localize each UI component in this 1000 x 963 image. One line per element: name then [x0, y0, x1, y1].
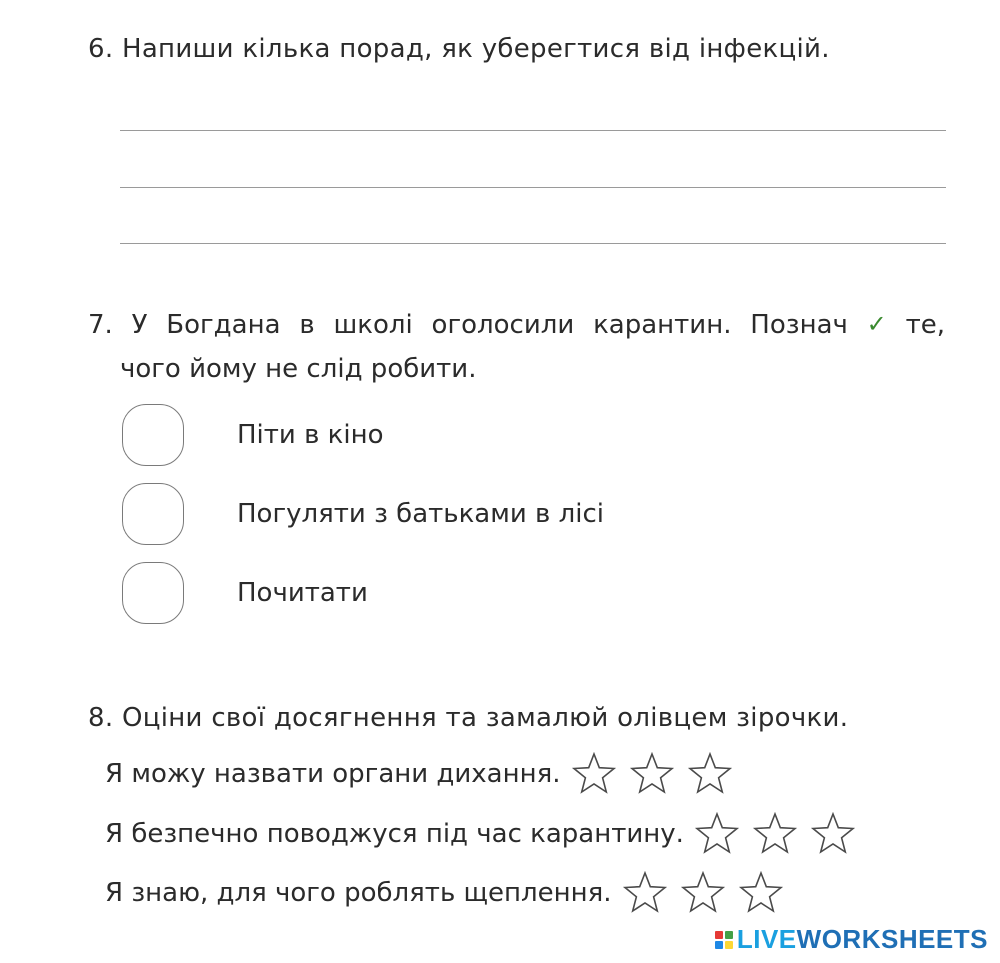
- question-6-title: 6. Напиши кілька порад, як уберегтися від інфекцій.: [88, 34, 830, 64]
- star-icon[interactable]: [680, 871, 726, 915]
- logo-square: [715, 941, 723, 949]
- star-group: [694, 812, 868, 856]
- star-icon[interactable]: [752, 812, 798, 856]
- rating-row: [105, 752, 745, 796]
- logo-square: [725, 931, 733, 939]
- q7-word: 7.: [88, 310, 113, 340]
- question-7-title-line-1: [88, 310, 945, 340]
- star-icon[interactable]: [810, 812, 856, 856]
- star-icon[interactable]: [622, 871, 668, 915]
- rating-statement: Я знаю, для чого роблять щеплення.: [105, 878, 612, 908]
- option-checkbox[interactable]: [122, 404, 184, 466]
- option-label: Почитати: [237, 578, 368, 608]
- answer-line-1[interactable]: [120, 130, 946, 131]
- q7-word: Познач: [750, 310, 848, 340]
- question-8-title: 8. Оціни свої досягнення та замалюй олівцем зірочки.: [88, 703, 849, 733]
- rating-row: [105, 812, 868, 856]
- option-checkbox[interactable]: [122, 562, 184, 624]
- question-7-title-line-2: чого йому не слід робити.: [120, 354, 477, 384]
- logo-grid-icon: [715, 931, 733, 949]
- option-label: Піти в кіно: [237, 420, 384, 450]
- logo-text-worksheets: WORKSHEETS: [796, 924, 988, 954]
- q7-word: школі: [333, 310, 413, 340]
- logo-text-live: LIVE: [736, 924, 797, 954]
- star-icon[interactable]: [629, 752, 675, 796]
- star-icon[interactable]: [571, 752, 617, 796]
- q7-word: оголосили: [431, 310, 575, 340]
- check-icon: ✓: [866, 310, 887, 338]
- liveworksheets-logo: [715, 924, 988, 955]
- rating-statement: Я можу назвати органи дихання.: [105, 759, 561, 789]
- star-group: [571, 752, 745, 796]
- answer-line-2[interactable]: [120, 187, 946, 188]
- star-icon[interactable]: [687, 752, 733, 796]
- rating-row: [105, 871, 796, 915]
- logo-square: [725, 941, 733, 949]
- q7-word: в: [299, 310, 315, 340]
- option-row: [122, 560, 368, 626]
- q7-word: карантин.: [593, 310, 732, 340]
- option-checkbox[interactable]: [122, 483, 184, 545]
- answer-line-3[interactable]: [120, 243, 946, 244]
- option-row: [122, 481, 604, 547]
- star-icon[interactable]: [694, 812, 740, 856]
- q7-word: Богдана: [166, 310, 281, 340]
- logo-square: [715, 931, 723, 939]
- q7-word: те,: [905, 310, 945, 340]
- option-label: Погуляти з батьками в лісі: [237, 499, 604, 529]
- star-icon[interactable]: [738, 871, 784, 915]
- star-group: [622, 871, 796, 915]
- option-row: [122, 402, 384, 468]
- rating-statement: Я безпечно поводжуся під час карантину.: [105, 819, 684, 849]
- q7-word: У: [131, 310, 148, 340]
